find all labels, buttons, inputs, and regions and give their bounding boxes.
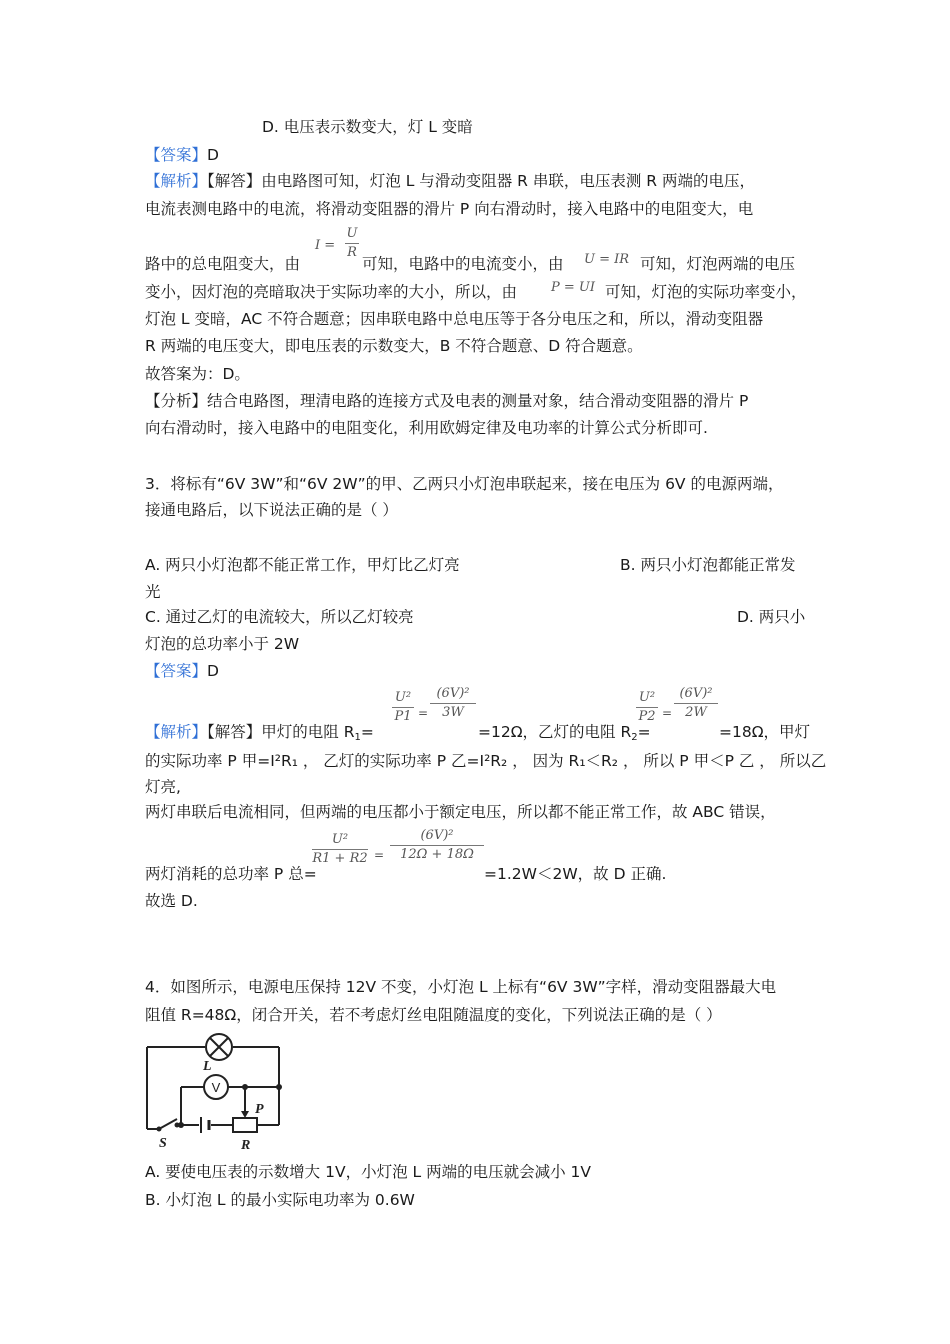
q3-stem-line-2: 接通电路后，以下说法正确的是（ ） xyxy=(145,501,398,519)
prev-analysis-line-1: 【解析】【解答】由电路图可知，灯泡 L 与滑动变阻器 R 串联，电压表测 R 两端的电压， xyxy=(145,172,756,190)
q3-conclusion: 故选 D. xyxy=(145,892,198,910)
prev-analysis-line-3c: 可知，灯泡两端的电压 xyxy=(640,255,796,273)
rheostat-label: R xyxy=(241,1138,251,1153)
q3-analysis-line-1c: =18Ω，甲灯 xyxy=(719,723,811,741)
prev-analysis-line-4a: 变小，因灯泡的亮暗取决于实际功率的大小，所以，由 xyxy=(145,283,518,301)
switch-label: S xyxy=(159,1136,167,1151)
lamp-icon xyxy=(206,1034,232,1060)
q3-option-c: C. 通过乙灯的电流较大，所以乙灯较亮 xyxy=(145,608,414,626)
q3-option-b-cont: 光 xyxy=(145,583,161,601)
prev-analysis-line-2: 电流表测电路中的电流，将滑动变阻器的滑片 P 向右滑动时，接入电路中的电阻变大，电 xyxy=(145,200,754,218)
prev-summary-line-1: 【分析】结合电路图，理清电路的连接方式及电表的测量对象，结合滑动变阻器的滑片 P xyxy=(145,392,749,410)
formula-ohm-lhs: I = xyxy=(315,238,336,253)
answer-value: D xyxy=(207,662,219,680)
q3-analysis-line-2: 的实际功率 P 甲=I²R₁ ， 乙灯的实际功率 P 乙=I²R₂ ， 因为 R₁＜R₂ ， 所以 P 甲＜P 乙 ， 所以乙 xyxy=(145,752,827,770)
q3-fraction-total: U² R1 + R2 xyxy=(312,832,368,866)
q3-analysis-line-5a: 两灯消耗的总功率 P 总= xyxy=(145,865,317,883)
q3-eq-2: = xyxy=(662,706,673,720)
analysis-tag: 【解析】 xyxy=(145,172,208,190)
prev-analysis-line-4b: 可知，灯泡的实际功率变小， xyxy=(605,283,807,301)
lamp-label: L xyxy=(203,1059,212,1074)
q3-eq-1: = xyxy=(418,706,429,720)
prev-analysis-line-6: R 两端的电压变大，即电压表的示数变大，B 不符合题意、D 符合题意。 xyxy=(145,337,643,355)
formula-ohm-fraction: U R xyxy=(346,226,358,260)
prev-option-d: D. 电压表示数变大，灯 L 变暗 xyxy=(262,118,473,136)
circuit-diagram xyxy=(145,1033,285,1153)
q3-fraction-r1: U² P1 xyxy=(392,690,414,725)
q3-option-d-cont: 灯泡的总功率小于 2W xyxy=(145,635,300,653)
q4-option-a: A. 要使电压表的示数增大 1V，小灯泡 L 两端的电压就会减小 1V xyxy=(145,1163,591,1181)
answer-tag: 【答案】 xyxy=(145,146,208,164)
q3-stem-line-1: 3．将标有“6V 3W”和“6V 2W”的甲、乙两只小灯泡串联起来，接在电压为 6V 的电源两端， xyxy=(145,475,784,493)
switch-contact xyxy=(157,1127,162,1132)
formula-p: P = UI xyxy=(551,280,595,295)
answer-value: D xyxy=(207,146,219,164)
q3-fraction-r1-value: (6V)² 3W xyxy=(430,686,476,721)
rheostat-icon xyxy=(233,1111,257,1132)
q3-fraction-r2: U² P2 xyxy=(636,690,658,725)
q4-option-b: B. 小灯泡 L 的最小实际电功率为 0.6W xyxy=(145,1191,415,1209)
q3-option-b: B. 两只小灯泡都能正常发 xyxy=(620,556,796,574)
voltmeter-icon xyxy=(204,1075,228,1099)
q3-eq-3: = xyxy=(374,848,385,862)
prev-analysis-line-3a: 路中的总电阻变大，由 xyxy=(145,255,301,273)
voltmeter-label: V xyxy=(211,1080,221,1095)
prev-summary-line-2: 向右滑动时，接入电路中的电阻变化，利用欧姆定律及电功率的计算公式分析即可. xyxy=(145,419,708,437)
q3-option-a: A. 两只小灯泡都不能正常工作，甲灯比乙灯亮 xyxy=(145,556,460,574)
q4-stem-line-2: 阻值 R=48Ω，闭合开关，若不考虑灯丝电阻随温度的变化，下列说法正确的是（ ） xyxy=(145,1006,722,1024)
switch-contact xyxy=(175,1123,180,1128)
q4-stem-line-1: 4．如图所示，电源电压保持 12V 不变，小灯泡 L 上标有“6V 3W”字样，滑动变阻器最大电 xyxy=(145,978,777,996)
q3-analysis-line-1b: =12Ω，乙灯的电阻 $R_2=$ xyxy=(478,723,651,743)
q3-option-d: D. 两只小 xyxy=(737,608,806,626)
battery-icon xyxy=(201,1117,209,1133)
junction-dot xyxy=(276,1084,282,1090)
prev-answer xyxy=(145,145,219,165)
prev-analysis-line-5: 灯泡 L 变暗，AC 不符合题意；因串联电路中总电压等于各分电压之和，所以，滑动变阻器 xyxy=(145,310,764,328)
q3-fraction-r2-value: (6V)² 2W xyxy=(674,686,718,721)
q3-answer xyxy=(145,661,219,681)
prev-analysis-line-3b: 可知，电路中的电流变小，由 xyxy=(362,255,564,273)
q3-analysis-line-4: 两灯串联后电流相同，但两端的电压都小于额定电压，所以都不能正常工作，故 ABC 错误， xyxy=(145,803,776,821)
answer-tag: 【答案】 xyxy=(145,662,208,680)
slider-label: P xyxy=(255,1102,264,1117)
junction-dot xyxy=(242,1084,248,1090)
q3-analysis-line-1a: 【解析】【解答】甲灯的电阻 $R_1=$ xyxy=(145,723,374,743)
formula-u: U = IR xyxy=(584,252,630,267)
q3-analysis-line-5b: =1.2W＜2W，故 D 正确. xyxy=(484,865,667,883)
q3-analysis-line-3: 灯亮, xyxy=(145,778,181,796)
summary-tag: 【分析】 xyxy=(145,392,208,410)
q3-fraction-total-value: (6V)² 12Ω + 18Ω xyxy=(390,828,484,863)
prev-conclusion: 故答案为：D。 xyxy=(145,365,250,383)
analysis-tag: 【解析】 xyxy=(145,723,208,741)
